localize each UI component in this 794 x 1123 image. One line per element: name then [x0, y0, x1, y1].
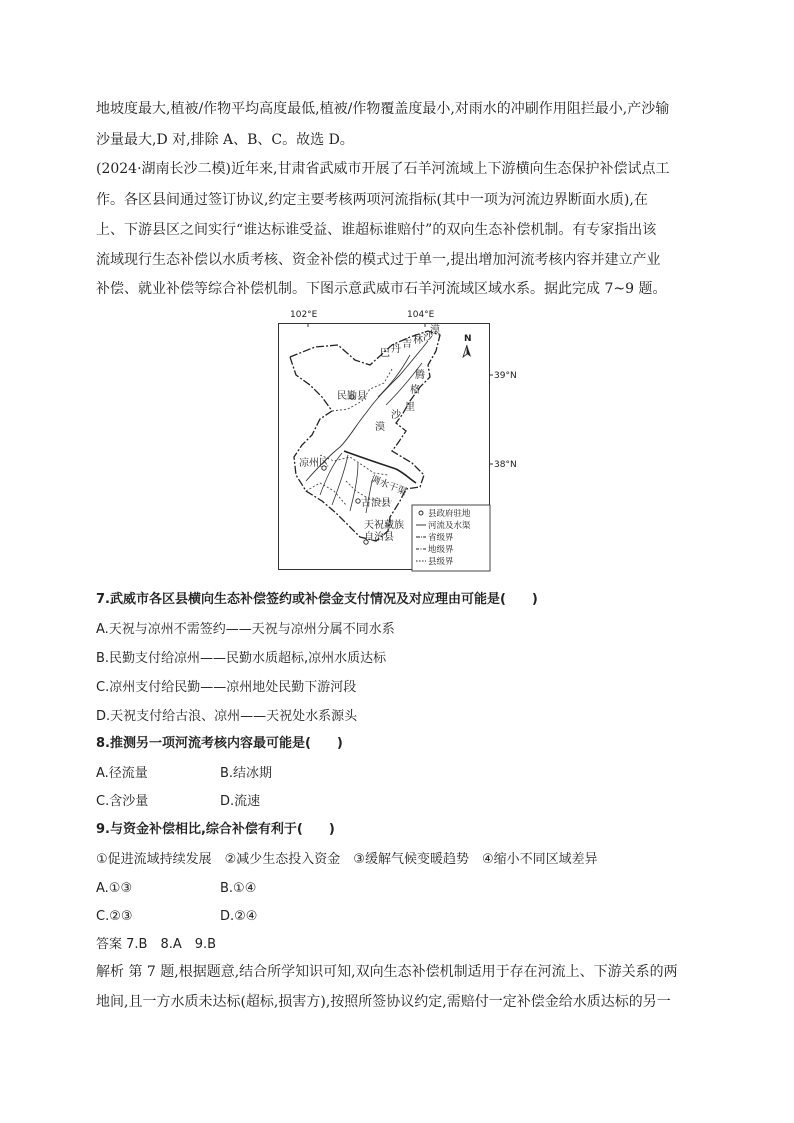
question-8-option-a: A.径流量	[96, 766, 148, 781]
question-9-option-c: C.②③	[96, 909, 133, 924]
passage-line-4: 流域现行生态补偿以水质考核、资金补偿的模式过于单一,提出增加河流考核内容并建立产业	[96, 252, 661, 268]
watershed-map	[260, 305, 520, 575]
gulang-seat-marker	[356, 499, 360, 503]
passage-line-1: (2024·湖南长沙二模)近年来,甘肃省武威市开展了石羊河流域上下游横向生态保护补偿试点工	[96, 161, 670, 177]
intro-line-1: 地坡度最大,植被/作物平均高度最低,植被/作物覆盖度最小,对雨水的冲刷作用阻拦最小,产沙输	[96, 101, 670, 117]
question-9-options-row-1	[96, 879, 706, 899]
legend-river: 河流及水渠	[428, 521, 471, 531]
tengger-char-1: 腾	[415, 370, 425, 381]
liangzhou-label: 凉州区	[299, 458, 329, 469]
question-8-options-row-2	[96, 792, 706, 812]
question-7-option-b: B.民勤支付给凉州——民勤水质超标,凉州水质达标	[96, 651, 387, 666]
question-9-choices: ①促进流域持续发展 ②减少生态投入资金 ③缓解气候变暖趋势 ④缩小不同区域差异	[96, 852, 598, 867]
gulang-label: 古浪县	[361, 498, 391, 509]
tengger-char-4: 沙	[391, 410, 401, 421]
question-8-option-b: B.结冰期	[220, 766, 273, 781]
question-9-options-row-2	[96, 907, 706, 927]
intro-line-2: 沙量最大,D 对,排除 A、B、C。故选 D。	[96, 132, 354, 148]
question-9-option-d: D.②④	[220, 909, 258, 924]
tianzhu-label-1: 天祝藏族	[364, 520, 404, 531]
legend-city-boundary: 地级界	[428, 545, 454, 555]
question-7-stem: 7.武威市各区县横向生态补偿签约或补偿金支付情况及对应理由可能是( )	[96, 592, 538, 607]
question-8-options-row-1	[96, 764, 706, 784]
question-7-option-a: A.天祝与凉州不需签约——天祝与凉州分属不同水系	[96, 622, 395, 637]
lon-label-102: 102°E	[290, 310, 318, 320]
question-9-stem: 9.与资金补偿相比,综合补偿有利于( )	[96, 822, 335, 837]
passage-line-2: 作。各区县间通过签订协议,约定主要考核两项河流指标(其中一项为河流边界断面水质),在	[96, 192, 648, 208]
tianzhu-label-2: 自治县	[364, 532, 394, 543]
badain-char-1: 巴	[380, 348, 390, 359]
passage-line-3: 上、下游县区之间实行“谁达标谁受益、谁超标谁赔付”的双向生态补偿机制。有专家指出该	[96, 222, 657, 238]
badain-char-3: 吉	[402, 339, 412, 350]
question-8-stem: 8.推测另一项河流考核内容最可能是( )	[96, 736, 343, 751]
question-7-option-c: C.凉州支付给民勤——凉州地处民勤下游河段	[96, 680, 357, 695]
question-9-option-a: A.①③	[96, 881, 133, 896]
question-8-option-d: D.流速	[220, 794, 261, 809]
badain-char-2: 丹	[391, 344, 401, 355]
passage-line-5: 补偿、就业补偿等综合补偿机制。下图示意武威市石羊河流域区域水系。据此完成 7~9 题。	[96, 281, 667, 297]
question-8-option-c: C.含沙量	[96, 794, 149, 809]
tengger-char-3: 里	[405, 402, 415, 413]
question-7-option-d: D.天祝支付给古浪、凉州——天祝处水系源头	[96, 709, 358, 724]
lon-label-104: 104°E	[407, 310, 435, 320]
badain-char-5: 沙	[423, 332, 433, 343]
legend-county-boundary: 县级界	[428, 557, 454, 567]
badain-char-6: 漠	[430, 325, 440, 336]
tengger-char-5: 漠	[375, 422, 385, 433]
answer-line: 答案 7.B 8.A 9.B	[96, 937, 217, 952]
question-9-option-b: B.①④	[220, 881, 257, 896]
minqin-label: 民勤县	[337, 391, 367, 402]
north-label: N	[464, 334, 472, 344]
lat-label-39: 39°N	[494, 371, 517, 381]
badain-char-4: 林	[413, 335, 423, 346]
canal-label: 调水干渠	[368, 473, 409, 499]
lat-label-38: 38°N	[494, 460, 517, 470]
tengger-char-2: 格	[410, 385, 420, 396]
legend-province-boundary: 省级界	[428, 533, 454, 543]
map-legend	[412, 505, 490, 571]
analysis-line-2: 地间,且一方水质未达标(超标,损害方),按照所签协议约定,需赔付一定补偿金给水质达标的另一	[96, 994, 671, 1010]
county-seat-icon	[419, 511, 423, 515]
analysis-line-1: 解析 第 7 题,根据题意,结合所学知识可知,双向生态补偿机制适用于存在河流上、下游关系的两	[96, 964, 678, 980]
legend-county-seat: 县政府驻地	[428, 509, 471, 519]
north-arrow-icon	[463, 334, 472, 357]
